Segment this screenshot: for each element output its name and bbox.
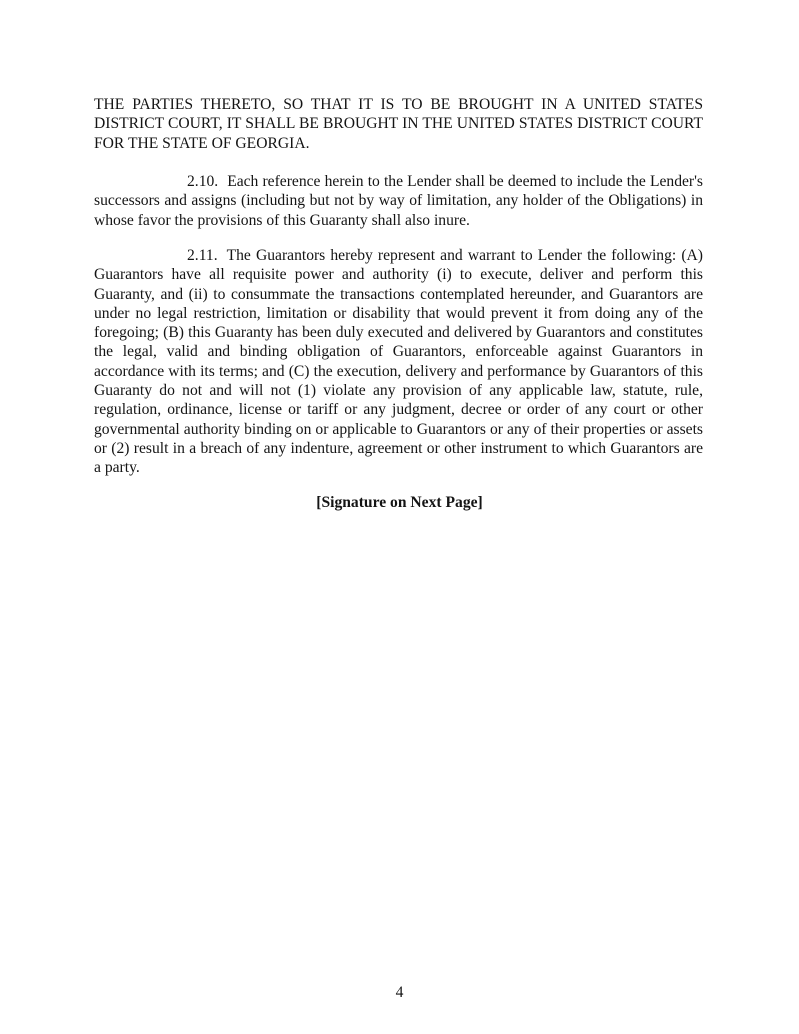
signature-note: [Signature on Next Page] — [316, 494, 483, 511]
page-number: 4 — [395, 984, 404, 1001]
section-text: The Guarantors hereby represent and warrant to Lender the following: (A) Guarantors have all requisite power and authority (i) to execute, deliver and perform this Guaranty, and (ii) to consummate the transactions contemplated hereunder, and Guarantors are under no legal restriction, limitation or disability that would prevent it from doing any of the foregoing; (B) this Guaranty has been duly executed and delivered by Guarantors and constitutes the legal, valid and binding obligation of Guarantors, enforceable against Guarantors in accordance with its terms; and (C) the execution, delivery and performance by Guarantors of this Guaranty do not and will not (1) violate any provision of any applicable law, statute, rule, regulation, ordinance, license or tariff or any judgment, decree or order of any court or other governmental authority binding on or applicable to Guarantors or any of their properties or assets or (2) result in a breach of any indenture, agreement or other instrument to which Guarantors are a party. — [94, 247, 703, 477]
section-number: 2.10. — [187, 173, 219, 190]
section-number: 2.11. — [187, 247, 218, 264]
continued-paragraph: THE PARTIES THERETO, SO THAT IT IS TO BE BROUGHT IN A UNITED STATES DISTRICT COURT, IT SHALL BE BROUGHT IN THE UNITED STATES DISTRICT COURT FOR THE STATE OF GEORGIA. — [94, 96, 703, 152]
section-text: Each reference herein to the Lender shall be deemed to include the Lender's successors and assigns (including but not by way of limitation, any holder of the Obligations) in whose favor the provisions of this Guaranty shall also inure. — [94, 173, 703, 229]
section-2-10-paragraph — [94, 172, 703, 230]
section-2-11-paragraph — [94, 246, 703, 478]
